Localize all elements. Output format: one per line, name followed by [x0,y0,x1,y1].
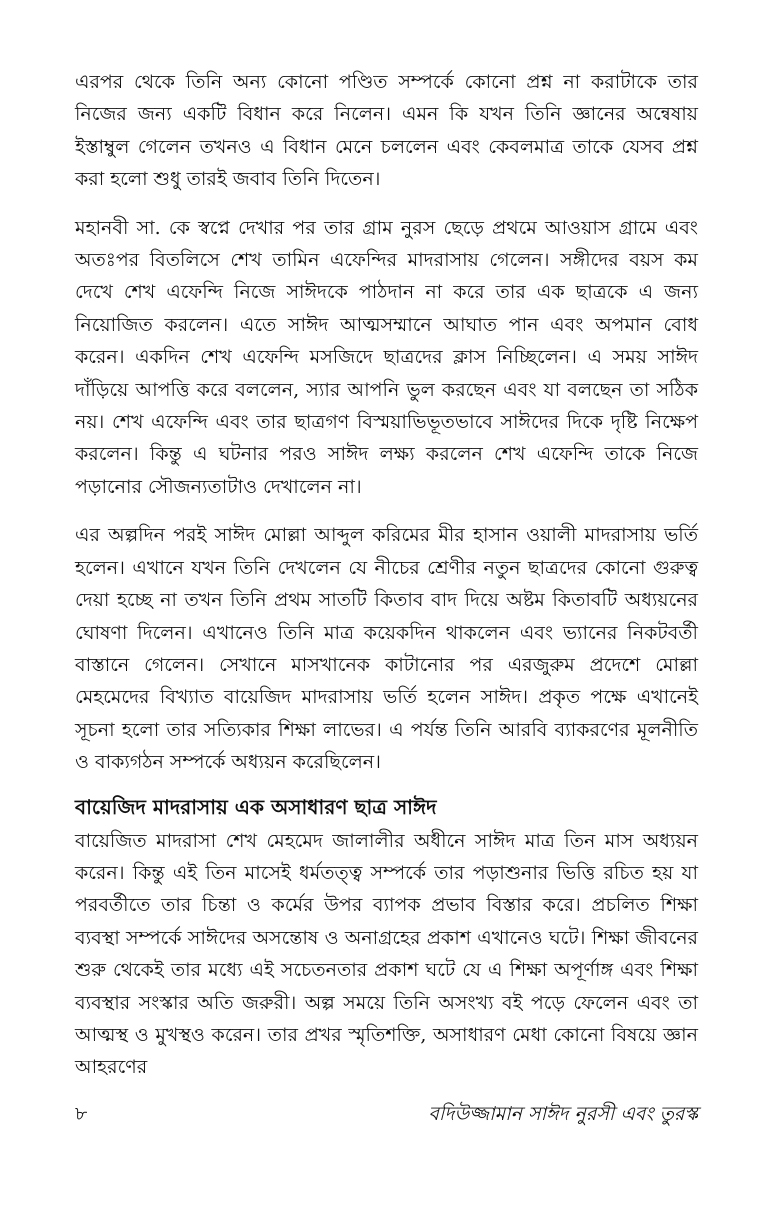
page-number: ৮ [75,1103,88,1125]
paragraph-2: মহানবী সা. কে স্বপ্নে দেখার পর তার গ্রাম নুরস ছেড়ে প্রথমে আওয়াস গ্রামে এবং অতঃপর বিতলিসে শেখ তামিন এফেন্দির মাদরাসায় গেলেন। সঙ্গীদের বয়স কম দেখে শেখ এফেন্দি নিজে সাঈদকে পাঠদান না করে তার এক ছাত্রকে এ জন্য নিয়োজিত করলেন। এতে সাঈদ আত্মসম্মানে আঘাত পান এবং অপমান বোধ করেন। একদিন শেখ এফেন্দি মসজিদে ছাত্রদের ক্লাস নিচ্ছিলেন। এ সময় সাঈদ দাঁড়িয়ে আপত্তি করে বললেন, স্যার আপনি ভুল করছেন এবং যা বলছেন তা সঠিক নয়। শেখ এফেন্দি এবং তার ছাত্রগণ বিস্ময়াভিভূতভাবে সাঈদের দিকে দৃষ্টি নিক্ষেপ করলেন। কিন্তু এ ঘটনার পরও সাঈদ লক্ষ্য করলেন শেখ এফেন্দি তাকে নিজে পড়ানোর সৌজন্যতাটাও দেখালেন না। [75,216,698,498]
paragraph-4: বায়েজিত মাদরাসা শেখ মেহমেদ জালালীর অধীনে সাঈদ মাত্র তিন মাস অধ্যয়ন করেন। কিন্তু এই তিন মাসেই ধর্মতত্ত্ব সম্পর্কে তার পড়াশুনার ভিত্তি রচিত হয় যা পরবর্তীতে তার চিন্তা ও কর্মের উপর ব্যাপক প্রভাব বিস্তার করে। প্রচলিত শিক্ষা ব্যবস্থা সম্পর্কে সাঈদের অসন্তোষ ও অনাগ্রহের প্রকাশ এখানেও ঘটে। শিক্ষা জীবনের শুরু থেকেই তার মধ্যে এই সচেতনতার প্রকাশ ঘটে যে এ শিক্ষা অপূর্ণাঙ্গ এবং শিক্ষা ব্যবস্থার সংস্কার অতি জরুরী। অল্প সময়ে তিনি অসংখ্য বই পড়ে ফেলেন এবং তা আত্মস্থ ও মুখস্থও করেন। তার প্রখর স্মৃতিশক্তি, অসাধারণ মেধা কোনো বিষয়ে জ্ঞান আহরণের [75,829,698,1079]
page-body [75,66,698,1084]
running-title: বদিউজ্জামান সাঈদ নুরসী এবং তুরস্ক [428,1103,698,1125]
paragraph-3: এর অল্পদিন পরই সাঈদ মোল্লা আব্দুল করিমের মীর হাসান ওয়ালী মাদরাসায় ভর্তি হলেন। এখানে যখন তিনি দেখলেন যে নীচের শ্রেণীর নতুন ছাত্রদের কোনো গুরুত্ব দেয়া হচ্ছে না তখন তিনি প্রথম সাতটি কিতাব বাদ দিয়ে অষ্টম কিতাবটি অধ্যয়নের ঘোষণা দিলেন। এখানেও তিনি মাত্র কয়েকদিন থাকলেন এবং ভ্যানের নিকটবর্তী বাস্তানে গেলেন। সেখানে মাসখানেক কাটানোর পর এরজুরুম প্রদেশে মোল্লা মেহমেদের বিখ্যাত বায়েজিদ মাদরাসায় ভর্তি হলেন সাঈদ। প্রকৃত পক্ষে এখানেই সূচনা হলো তার সত্যিকার শিক্ষা লাভের। এ পর্যন্ত তিনি আরবি ব্যাকরণের মূলনীতি ও বাক্যগঠন সম্পর্কে অধ্যয়ন করেছিলেন। [75,524,698,774]
paragraph-1: এরপর থেকে তিনি অন্য কোনো পণ্ডিত সম্পর্কে কোনো প্রশ্ন না করাটাকে তার নিজের জন্য একটি বিধান করে নিলেন। এমন কি যখন তিনি জ্ঞানের অন্বেষায় ইস্তাম্বুল গেলেন তখনও এ বিধান মেনে চললেন এবং কেবলমাত্র তাকে যেসব প্রশ্ন করা হলো শুধু তারই জবাব তিনি দিতেন। [75,71,698,191]
section-heading: বায়েজিদ মাদরাসায় এক অসাধারণ ছাত্র সাঈদ [75,794,437,819]
page-footer [75,1090,698,1130]
